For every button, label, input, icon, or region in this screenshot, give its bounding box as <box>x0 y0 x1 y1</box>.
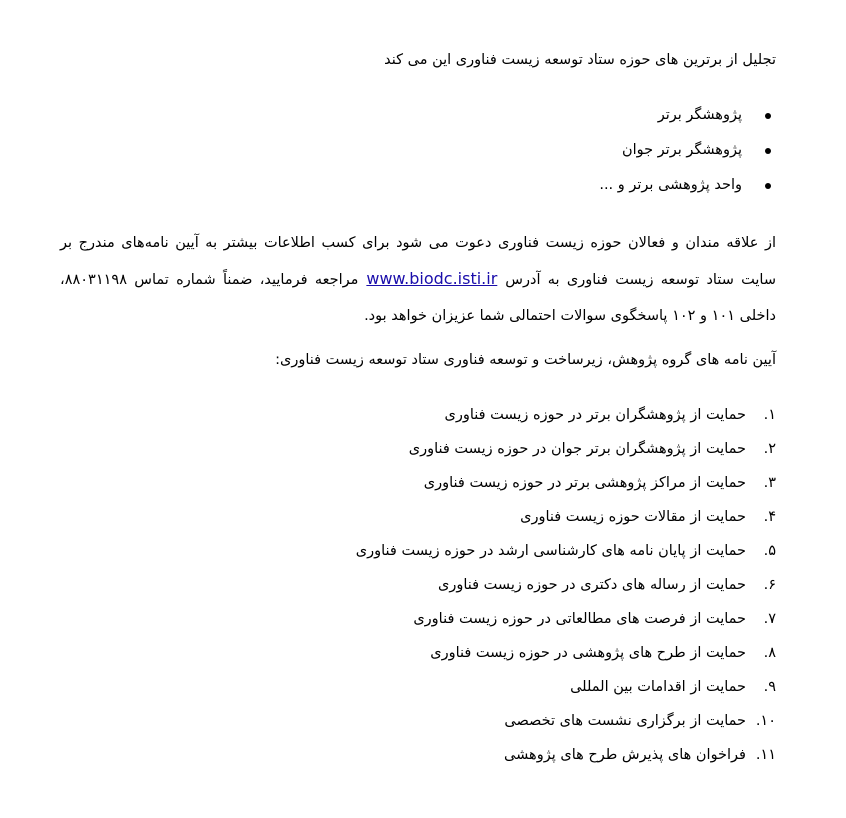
list-item <box>60 670 776 704</box>
list-item-text: حمایت از پایان نامه های کارشناسی ارشد در حوزه زیست فناوری <box>355 543 746 559</box>
bullet-item-text: پژوهشگر برتر <box>657 107 742 123</box>
list-item-number: ۱۱. <box>755 747 776 763</box>
regulations-list <box>60 398 776 772</box>
list-item-number: ۱۰. <box>755 713 776 729</box>
list-item-text: حمایت از برگزاری نشست های تخصصی <box>504 713 746 729</box>
list-item <box>60 636 776 670</box>
bullet-item <box>60 133 742 168</box>
list-item <box>60 704 776 738</box>
list-item-text: حمایت از مقالات حوزه زیست فناوری <box>520 509 746 525</box>
bullet-dot-icon <box>765 148 771 154</box>
paragraph-text-before-link: از علاقه مندان و فعالان حوزه زیست فناوری دعوت می شود برای کسب اطلاعات بیشتر به آیین نامه‌های مندرج بر سایت ستاد توسعه زیست فناوری به آدرس <box>60 235 776 288</box>
bullet-item-text: پژوهشگر برتر جوان <box>621 142 742 158</box>
list-item-number: ۲. <box>763 441 776 457</box>
list-item-text: فراخوان های پذیرش طرح های پژوهشی <box>504 747 746 763</box>
list-item-text: حمایت از اقدامات بین المللی <box>570 679 746 695</box>
list-item <box>60 602 776 636</box>
list-item-text: حمایت از مراکز پژوهشی برتر در حوزه زیست فناوری <box>423 475 746 491</box>
bullet-list <box>60 98 776 203</box>
list-item <box>60 500 776 534</box>
list-item-number: ۹. <box>763 679 776 695</box>
regulations-heading: آیین نامه های گروه پژوهش، زیرساخت و توسعه فناوری ستاد توسعه زیست فناوری: <box>275 352 776 368</box>
bullet-dot-icon <box>765 183 771 189</box>
list-item <box>60 398 776 432</box>
list-item-text: حمایت از رساله های دکتری در حوزه زیست فناوری <box>437 577 746 593</box>
list-item <box>60 534 776 568</box>
document-body <box>60 48 776 772</box>
page-heading: تجلیل از برترین های حوزه ستاد توسعه زیست فناوری این می کند <box>384 52 776 68</box>
list-item <box>60 466 776 500</box>
list-item-number: ۸. <box>763 645 776 661</box>
website-link[interactable]: www.biodc.isti.ir <box>366 269 498 288</box>
bullet-item <box>60 168 742 203</box>
bullet-item <box>60 98 742 133</box>
list-item <box>60 432 776 466</box>
list-item <box>60 738 776 772</box>
list-item-number: ۱. <box>763 407 776 423</box>
bullet-item-text: واحد پژوهشی برتر و ... <box>599 177 742 193</box>
list-item-number: ۳. <box>763 475 776 491</box>
list-item-number: ۵. <box>763 543 776 559</box>
list-item-number: ۶. <box>763 577 776 593</box>
list-item-text: حمایت از فرصت های مطالعاتی در حوزه زیست فناوری <box>413 611 746 627</box>
info-paragraph <box>60 225 776 334</box>
list-item <box>60 568 776 602</box>
list-item-text: حمایت از پژوهشگران برتر در حوزه زیست فناوری <box>444 407 746 423</box>
list-item-number: ۷. <box>763 611 776 627</box>
list-item-text: حمایت از طرح های پژوهشی در حوزه زیست فناوری <box>430 645 746 661</box>
bullet-dot-icon <box>765 113 771 119</box>
list-item-number: ۴. <box>763 509 776 525</box>
paragraph-text-after-link: مراجعه فرمایید، ضمناً شماره تماس ۸۸۰۳۱۱۹۸، داخلی ۱۰۱ و ۱۰۲ پاسخگوی سوالات احتمالی شما عزیزان خواهد بود. <box>60 272 776 324</box>
list-item-text: حمایت از پژوهشگران برتر جوان در حوزه زیست فناوری <box>408 441 746 457</box>
